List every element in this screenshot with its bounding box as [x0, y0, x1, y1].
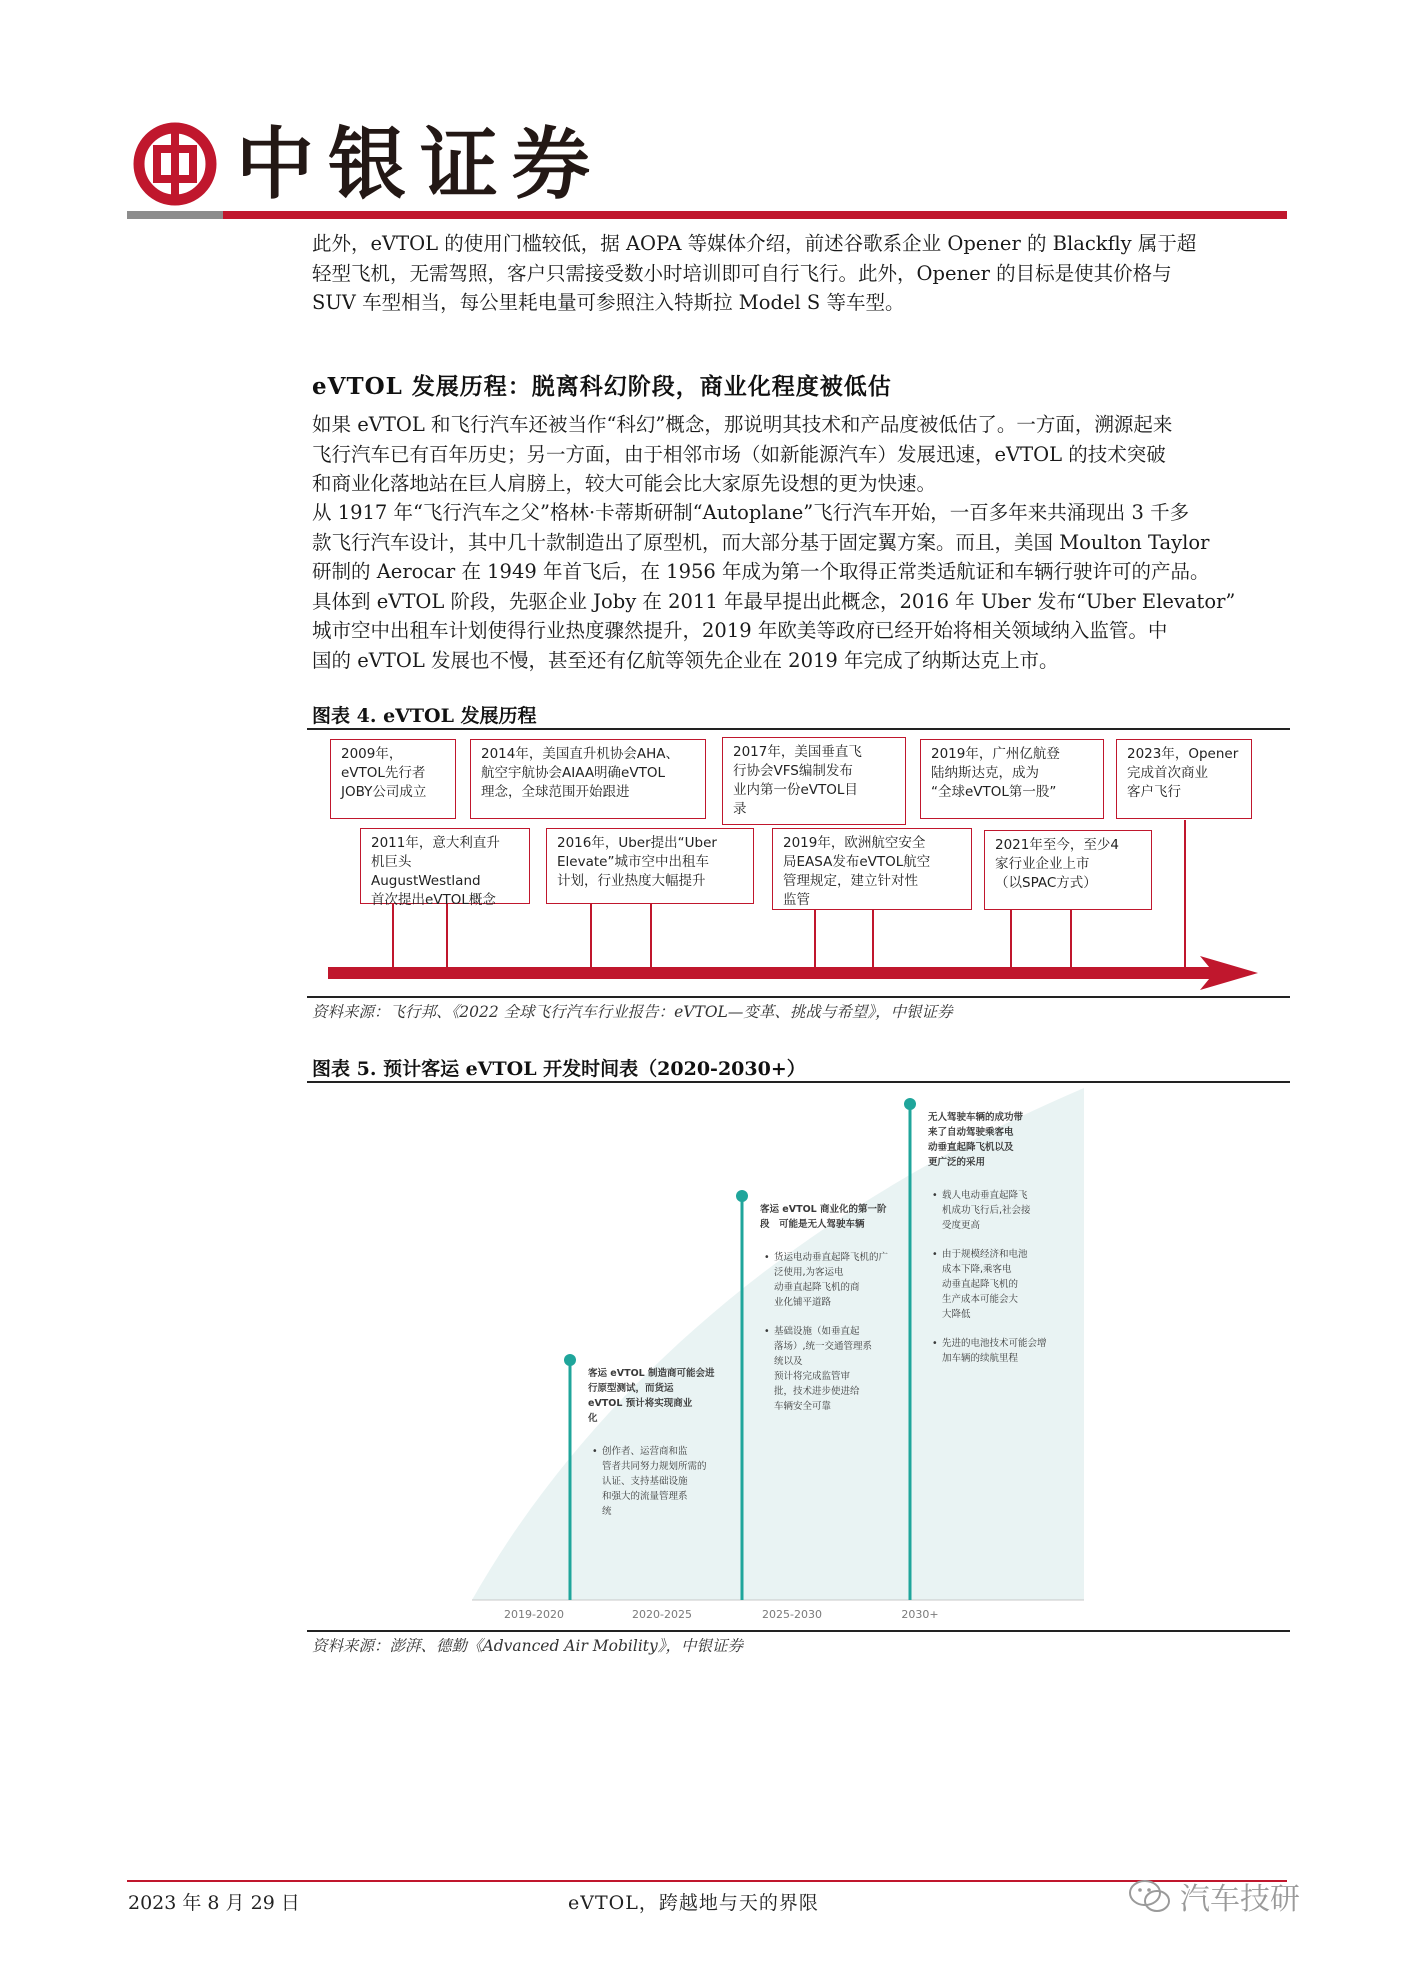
event-line: 2021年至今，至少4	[995, 837, 1119, 853]
timeline-event-2019-easa	[772, 828, 972, 910]
brand-name: 中银证券	[236, 119, 605, 210]
stage-bullet-line: 载人电动垂直起降飞	[942, 1190, 1028, 1201]
timeline-event-2021	[984, 830, 1152, 910]
stage-bullet-line: 统	[602, 1506, 612, 1517]
stage-bullet-line: 批，技术进步使进给	[774, 1386, 860, 1397]
figure5-top-rule	[307, 1081, 1290, 1083]
stage-bullet-line: 动垂直起降飞机的商	[774, 1282, 860, 1293]
stage-bullet-line: 生产成本可能会大	[942, 1294, 1019, 1305]
timeline-event-2011	[360, 828, 530, 908]
stage-bullet-line: 统以及	[774, 1356, 803, 1367]
event-line: 业内第一份eVTOL目	[733, 782, 858, 798]
figure5-source: 资料来源：澎湃、德勤《Advanced Air Mobility》，中银证券	[312, 1637, 744, 1655]
footer-rule	[127, 1880, 1287, 1882]
stage-bullet-line: 预计将完成监管审	[774, 1371, 851, 1382]
stage-bullet-line: 业化铺平道路	[774, 1297, 832, 1308]
figure5-timeline-chart	[472, 1088, 1084, 1636]
intro-paragraph	[312, 229, 1288, 318]
stage-bullet-line: 认证、支持基础设施	[602, 1476, 688, 1487]
event-line: 录	[733, 801, 747, 817]
text-line: 国的 eVTOL 发展也不慢，甚至还有亿航等领先企业在 2019 年完成了纳斯达克上市。	[312, 648, 1059, 672]
section-paragraph-1	[312, 410, 1288, 499]
stage-bullet-line: 动垂直起降飞机的	[942, 1279, 1019, 1290]
text-line: 和商业化落地站在巨人肩膀上，较大可能会比大家原先设想的更为快速。	[312, 472, 937, 495]
event-line: 2019年，欧洲航空安全	[783, 835, 926, 851]
header-rule-red	[223, 211, 1287, 219]
period-label: 2019-2020	[504, 1608, 564, 1621]
event-line: 2017年，美国垂直飞	[733, 744, 862, 760]
footer-date: 2023 年 8 月 29 日	[128, 1892, 300, 1914]
text-line: SUV 车型相当，每公里耗电量可参照注入特斯拉 Model S 等车型。	[312, 291, 905, 314]
event-line: 行协会VFS编制发布	[733, 763, 853, 779]
stage-bullet-line: 加车辆的续航里程	[942, 1353, 1019, 1364]
event-line: 2009年，	[341, 746, 403, 762]
timeline-event-2023	[1116, 739, 1252, 819]
stage-bullet-line: 由于规模经济和电池	[942, 1249, 1028, 1260]
stage-heading-line: 客运 eVTOL 制造商可能会进	[588, 1368, 715, 1379]
stage-bullet-line: 创作者、运营商和监	[602, 1446, 688, 1457]
text-line: 如果 eVTOL 和飞行汽车还被当作“科幻”概念，那说明其技术和产品度被低估了。一方面，溯源起来	[312, 413, 1173, 436]
event-line: JOBY公司成立	[341, 784, 427, 800]
watermark	[1128, 1874, 1300, 1918]
stage-bullet-line: 成本下降,乘客电	[942, 1264, 1012, 1275]
stage-heading-line: 行原型测试，而货运	[588, 1383, 674, 1394]
event-line: Elevate”城市空中出租车	[557, 854, 709, 870]
event-line: 理念，全球范围开始跟进	[481, 784, 630, 800]
period-label: 2030+	[901, 1608, 939, 1621]
event-line: 完成首次商业	[1127, 765, 1208, 781]
stage-marker	[564, 1354, 576, 1366]
stage-heading-line: eVTOL 预计将实现商业	[588, 1398, 693, 1409]
event-line: 客户飞行	[1127, 784, 1181, 800]
stage-bullet-line: 货运电动垂直起降飞机的广	[774, 1252, 889, 1263]
bullet-dot: •	[932, 1249, 938, 1260]
event-line: 2011年，意大利直升	[371, 835, 500, 851]
figure4-top-rule	[307, 728, 1290, 730]
text-line: 飞行汽车已有百年历史；另一方面，由于相邻市场（如新能源汽车）发展迅速，eVTOL 的技术突破	[312, 442, 1166, 466]
bullet-dot: •	[932, 1190, 938, 1201]
stage-bullet-line: 先进的电池技术可能会增	[942, 1338, 1047, 1349]
stage-marker	[904, 1098, 916, 1110]
event-line: eVTOL先行者	[341, 765, 426, 781]
section-heading: eVTOL 发展历程：脱离科幻阶段，商业化程度被低估	[312, 373, 892, 400]
timeline-event-2016	[546, 828, 754, 904]
stage-marker	[736, 1190, 748, 1202]
event-line: 2014年，美国直升机协会AHA、	[481, 746, 679, 762]
stage-heading-line: 无人驾驶车辆的成功带	[928, 1112, 1024, 1123]
text-line: 款飞行汽车设计，其中几十款制造出了原型机，而大部分基于固定翼方案。而且，美国 Moulton Taylor	[312, 530, 1210, 554]
text-line: 研制的 Aerocar 在 1949 年首飞后，在 1956 年成为第一个取得正常类适航证和车辆行驶许可的产品。	[312, 560, 1210, 583]
stage-bullet-line: 车辆安全可靠	[774, 1401, 832, 1412]
timeline-event-2017	[722, 737, 906, 825]
figure4-title: 图表 4. eVTOL 发展历程	[312, 705, 537, 727]
timeline-arrow	[320, 956, 1260, 990]
stage-heading-line: 动垂直起降飞机以及	[928, 1142, 1014, 1153]
bullet-dot: •	[592, 1446, 598, 1457]
timeline-event-2014	[470, 739, 706, 819]
stage-bullet-line: 大降低	[942, 1309, 971, 1320]
stage-heading-line: 来了自动驾驶乘客电	[928, 1127, 1014, 1138]
text-line: 此外，eVTOL 的使用门槛较低，据 AOPA 等媒体介绍，前述谷歌系企业 Opener 的 Blackfly 属于超	[312, 232, 1197, 255]
timeline-event-2019-ehang	[920, 739, 1104, 819]
timeline-event-2009	[330, 739, 456, 819]
stage-heading-line: 段 可能是无人驾驶车辆	[760, 1219, 865, 1230]
event-line: 计划，行业热度大幅提升	[557, 873, 706, 889]
stage-bullet-line: 机成功飞行后,社会接	[942, 1205, 1031, 1216]
event-line: “全球eVTOL第一股”	[931, 784, 1057, 800]
event-line: 局EASA发布eVTOL航空	[783, 854, 931, 870]
stage-heading-line: 客运 eVTOL 商业化的第一阶	[760, 1204, 887, 1215]
figure4-source: 资料来源：飞行邦、《2022 全球飞行汽车行业报告：eVTOL—变革、挑战与希望》，中银证券	[312, 1003, 953, 1021]
section-paragraph-2	[312, 498, 1288, 675]
stage-bullet-line: 和强大的流量管理系	[602, 1491, 688, 1502]
period-label: 2020-2025	[632, 1608, 692, 1621]
text-line: 城市空中出租车计划使得行业热度骤然提升，2019 年欧美等政府已经开始将相关领域纳入监管。中	[312, 619, 1168, 642]
text-line: 具体到 eVTOL 阶段，先驱企业 Joby 在 2011 年最早提出此概念，2016 年 Uber 发布“Uber Elevator”	[312, 589, 1236, 613]
stage-bullet-line: 落场）,统一交通管理系	[774, 1341, 873, 1352]
bullet-dot: •	[764, 1252, 770, 1263]
event-line: 机巨头AugustWestland	[371, 854, 481, 889]
watermark-text: 汽车技研	[1180, 1882, 1300, 1917]
event-line: 航空宇航协会AIAA明确eVTOL	[481, 765, 665, 781]
header-rule-gray	[127, 211, 223, 219]
figure5-title: 图表 5. 预计客运 eVTOL 开发时间表（2020-2030+）	[312, 1058, 806, 1080]
bank-of-china-logo	[133, 122, 217, 206]
text-line: 从 1917 年“飞行汽车之父”格林·卡蒂斯研制“Autoplane”飞行汽车开始，一百多年来共涌现出 3 千多	[312, 501, 1190, 524]
text-line: 轻型飞机，无需驾照，客户只需接受数小时培训即可自行飞行。此外，Opener 的目标是使其价格与	[312, 261, 1172, 285]
stage-heading-line: 更广泛的采用	[928, 1157, 986, 1168]
event-line: 家行业企业上市	[995, 856, 1090, 872]
stage-bullet-line: 泛使用,为客运电	[774, 1267, 844, 1278]
event-line: 监管	[783, 892, 810, 908]
wechat-icon	[1128, 1878, 1172, 1914]
bullet-dot: •	[932, 1338, 938, 1349]
event-line: 2016年，Uber提出“Uber	[557, 835, 717, 851]
figure4-bottom-rule	[307, 996, 1290, 998]
event-line: 首次提出eVTOL概念	[371, 892, 496, 908]
stage-bullet-line: 基础设施（如垂直起	[774, 1326, 860, 1337]
event-line: （以SPAC方式）	[995, 875, 1097, 891]
period-label: 2025-2030	[762, 1608, 822, 1621]
footer-title: eVTOL，跨越地与天的界限	[568, 1892, 819, 1914]
stage-bullet-line: 管者共同努力规划所需的	[602, 1461, 707, 1472]
event-line: 2019年，广州亿航登	[931, 746, 1060, 762]
stage-bullet-line: 受度更高	[942, 1220, 981, 1231]
event-line: 陆纳斯达克，成为	[931, 765, 1039, 781]
event-line: 管理规定，建立针对性	[783, 873, 918, 889]
figure5-bottom-rule	[307, 1630, 1290, 1632]
event-line: 2023年，Opener	[1127, 746, 1239, 762]
timeline-stem	[1184, 820, 1186, 972]
bullet-dot: •	[764, 1326, 770, 1337]
stage-heading-line: 化	[588, 1413, 598, 1424]
